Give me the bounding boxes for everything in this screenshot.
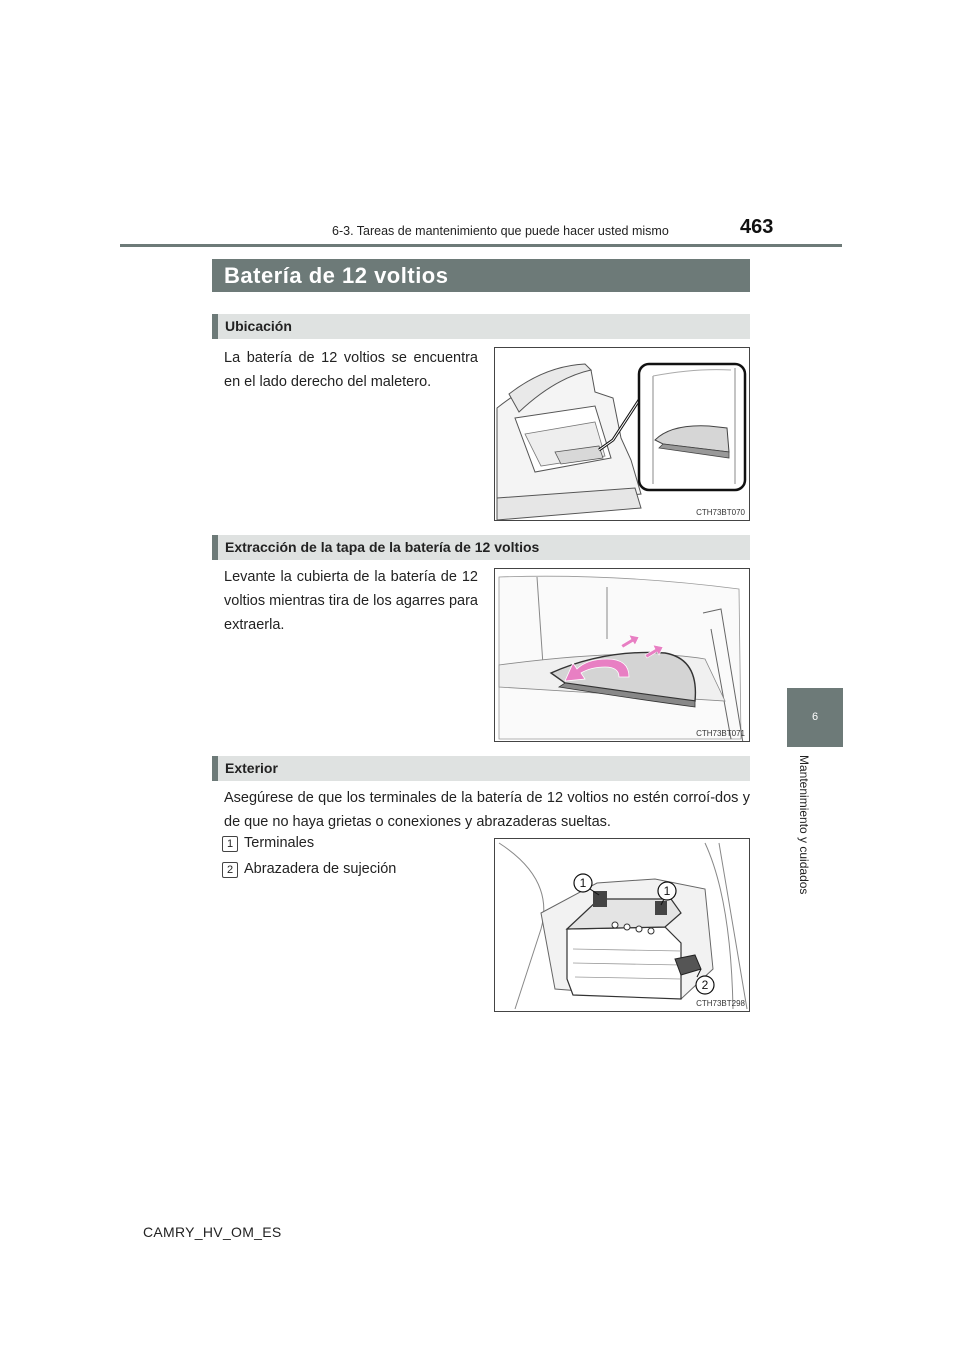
list-label-terminals: Terminales xyxy=(244,835,315,851)
header-rule xyxy=(120,244,842,247)
svg-text:1: 1 xyxy=(663,884,671,898)
figure-code: CTH73BT071 xyxy=(696,729,745,738)
page-title: Batería de 12 voltios xyxy=(212,259,750,292)
chapter-label xyxy=(795,755,811,915)
section-heading-exterior: Exterior xyxy=(212,756,750,781)
battery-illustration xyxy=(495,839,750,1012)
svg-text:1: 1 xyxy=(579,876,587,890)
battery-cover-figure xyxy=(494,568,750,742)
page-number: 463 xyxy=(740,216,774,238)
chapter-label-text: Mantenimiento y cuidados xyxy=(797,755,811,895)
location-text: La batería de 12 voltios se encuentra en el lado derecho del maletero. xyxy=(224,350,478,390)
figure-code: CTH73BT070 xyxy=(696,508,745,517)
battery-exterior-figure xyxy=(494,838,750,1012)
list-label-clamp: Abrazadera de sujeción xyxy=(244,861,397,877)
document-code: CAMRY_HV_OM_ES xyxy=(143,1224,282,1240)
chapter-tab: 6 xyxy=(787,688,843,747)
svg-text:2: 2 xyxy=(701,978,709,992)
trunk-illustration xyxy=(495,348,750,521)
figure-code: CTH73BT298 xyxy=(696,999,745,1008)
list-number-1: 1 xyxy=(222,836,238,852)
header-section-title: 6-3. Tareas de mantenimiento que puede hacer usted mismo xyxy=(332,224,669,238)
exterior-text: Asegúrese de que los terminales de la batería de 12 voltios no estén corroí-dos y de que no haya grietas o conexiones y abrazaderas sueltas. xyxy=(224,790,750,830)
section-heading-location: Ubicación xyxy=(212,314,750,339)
section-heading-removal: Extracción de la tapa de la batería de 12 voltios xyxy=(212,535,750,560)
trunk-location-figure xyxy=(494,347,750,521)
removal-text: Levante la cubierta de la batería de 12 voltios mientras tira de los agarres para extraerla. xyxy=(224,569,478,633)
battery-cover-illustration xyxy=(495,569,750,742)
list-number-2: 2 xyxy=(222,862,238,878)
